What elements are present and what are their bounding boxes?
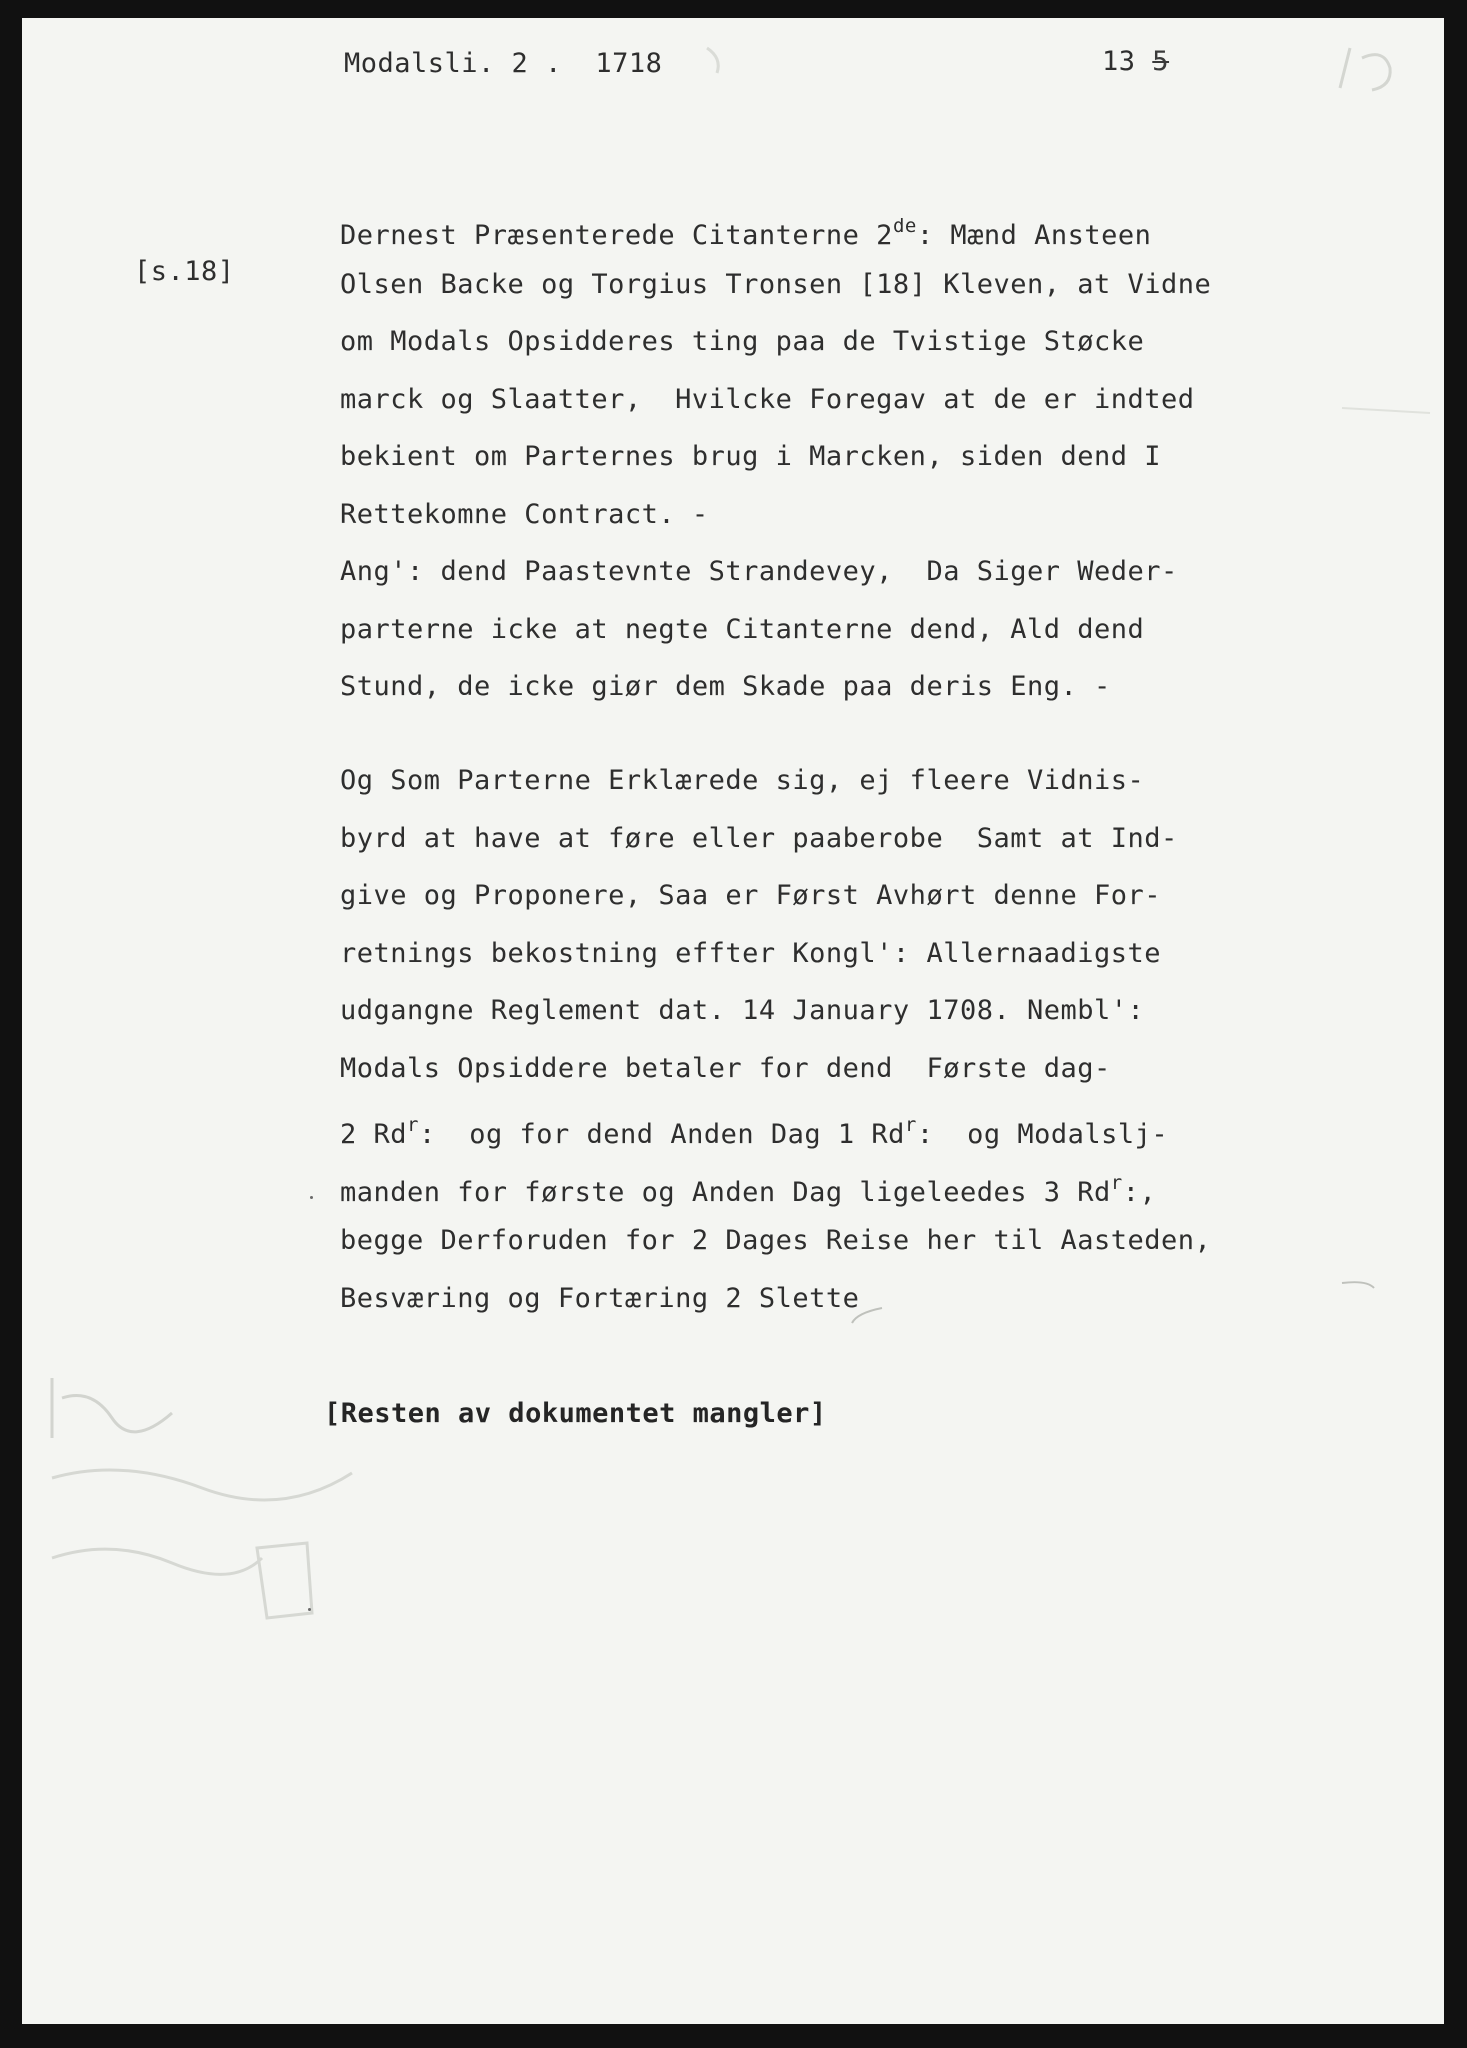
text-line: Besværing og Fortæring 2 Slette xyxy=(340,1282,860,1314)
page-number-current: 13 xyxy=(1102,46,1136,77)
margin-page-reference: [s.18] xyxy=(134,256,235,287)
text-line: Modals Opsiddere betaler for dend Første dag- xyxy=(340,1052,1111,1084)
text-line: Rettekomne Contract. - xyxy=(340,498,709,530)
text-line: Og Som Parterne Erklærede sig, ej fleere Vidnis- xyxy=(340,765,1145,796)
text-line: Stund, de icke giør dem Skade paa deris Eng. - xyxy=(340,671,1111,702)
closing-note: [Resten av dokumentet mangler] xyxy=(324,1398,827,1429)
text-line: manden for første og Anden Dag ligeleedes 3 Rd$^r$:, xyxy=(340,1171,1157,1208)
text-line: begge Derforuden for 2 Dages Reise her til Aasteden, xyxy=(340,1225,1212,1256)
text-line: Dernest Præsenterede Citanterne 2de: Mænd Ansteen xyxy=(340,215,1152,251)
paragraph-1 xyxy=(340,198,1211,716)
document-page xyxy=(22,18,1444,2024)
text-line: give og Proponere, Saa er Først Avhørt denne For- xyxy=(340,880,1162,911)
text-line: parterne icke at negte Citanterne dend, Ald dend xyxy=(340,613,1145,645)
page-number-struck: 5 xyxy=(1152,46,1170,77)
text-line: udgangne Reglement dat. 14 January 1708. Nembl': xyxy=(340,995,1145,1026)
text-line: retnings bekostning effter Kongl': Allernaadigste xyxy=(340,937,1162,969)
text-line: 2 Rd$^r$: og for dend Anden Dag 1 Rd$^r$: og Modalslj- xyxy=(340,1114,1169,1150)
text-line: bekient om Parternes brug i Marcken, siden dend I xyxy=(340,441,1162,472)
paragraph-2 xyxy=(340,752,1211,1327)
text-line: marck og Slaatter, Hvilcke Foregav at de er indted xyxy=(340,383,1195,415)
text-line: Olsen Backe og Torgius Tronsen [18] Kleven, at Vidne xyxy=(340,268,1212,300)
page-number xyxy=(1102,46,1169,77)
page-header-title: Modalsli. 2 . 1718 xyxy=(344,48,663,79)
text-line: om Modals Opsidderes ting paa de Tvistige Støcke xyxy=(340,326,1145,357)
speck-mark xyxy=(310,1196,313,1199)
text-line: byrd at have at føre eller paaberobe Samt at Ind- xyxy=(340,822,1178,854)
text-line: Ang': dend Paastevnte Strandevey, Da Siger Weder- xyxy=(340,556,1178,587)
speck-mark xyxy=(308,1608,311,1611)
